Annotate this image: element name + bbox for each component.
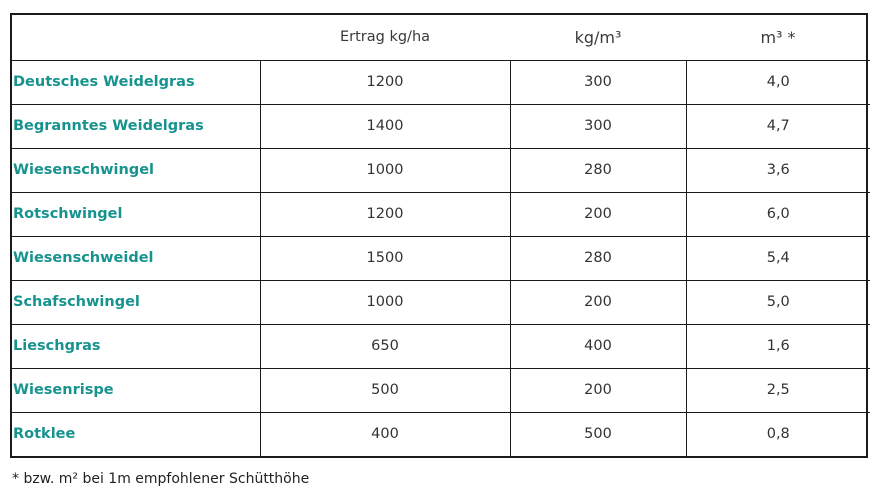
- row-kg-per-m3: 280: [510, 148, 686, 192]
- row-kg-per-m3: 400: [510, 324, 686, 368]
- header-m3: m³ *: [686, 15, 870, 60]
- row-name: Schafschwingel: [12, 280, 260, 324]
- row-ertrag: 1000: [260, 148, 510, 192]
- row-name: Rotklee: [12, 412, 260, 456]
- row-m3: 5,4: [686, 236, 870, 280]
- grass-data-table: [12, 15, 870, 456]
- row-m3: 5,0: [686, 280, 870, 324]
- table-row: [12, 104, 870, 148]
- row-m3: 2,5: [686, 368, 870, 412]
- row-kg-per-m3: 300: [510, 60, 686, 104]
- row-ertrag: 1400: [260, 104, 510, 148]
- grass-table-container: [10, 13, 868, 458]
- table-row: [12, 192, 870, 236]
- row-m3: 4,7: [686, 104, 870, 148]
- row-kg-per-m3: 200: [510, 368, 686, 412]
- row-name: Lieschgras: [12, 324, 260, 368]
- row-m3: 0,8: [686, 412, 870, 456]
- row-name: Wiesenschweidel: [12, 236, 260, 280]
- row-m3: 4,0: [686, 60, 870, 104]
- row-name: Wiesenrispe: [12, 368, 260, 412]
- footnote: * bzw. m² bei 1m empfohlener Schütthöhe: [12, 471, 310, 487]
- row-m3: 3,6: [686, 148, 870, 192]
- row-name: Begranntes Weidelgras: [12, 104, 260, 148]
- header-ertrag: Ertrag kg/ha: [260, 15, 510, 60]
- table-header-row: [12, 15, 870, 60]
- row-kg-per-m3: 200: [510, 192, 686, 236]
- row-name: Rotschwingel: [12, 192, 260, 236]
- row-kg-per-m3: 280: [510, 236, 686, 280]
- row-kg-per-m3: 300: [510, 104, 686, 148]
- table-row: [12, 368, 870, 412]
- row-name: Deutsches Weidelgras: [12, 60, 260, 104]
- table-row: [12, 324, 870, 368]
- table-row: [12, 412, 870, 456]
- row-name: Wiesenschwingel: [12, 148, 260, 192]
- row-m3: 6,0: [686, 192, 870, 236]
- row-ertrag: 400: [260, 412, 510, 456]
- row-kg-per-m3: 200: [510, 280, 686, 324]
- row-ertrag: 650: [260, 324, 510, 368]
- table-row: [12, 148, 870, 192]
- header-kg-per-m3: kg/m³: [510, 15, 686, 60]
- row-ertrag: 1200: [260, 60, 510, 104]
- table-row: [12, 236, 870, 280]
- row-kg-per-m3: 500: [510, 412, 686, 456]
- row-m3: 1,6: [686, 324, 870, 368]
- row-ertrag: 1500: [260, 236, 510, 280]
- table-row: [12, 280, 870, 324]
- row-ertrag: 1200: [260, 192, 510, 236]
- table-row: [12, 60, 870, 104]
- header-name: [12, 15, 260, 60]
- row-ertrag: 500: [260, 368, 510, 412]
- row-ertrag: 1000: [260, 280, 510, 324]
